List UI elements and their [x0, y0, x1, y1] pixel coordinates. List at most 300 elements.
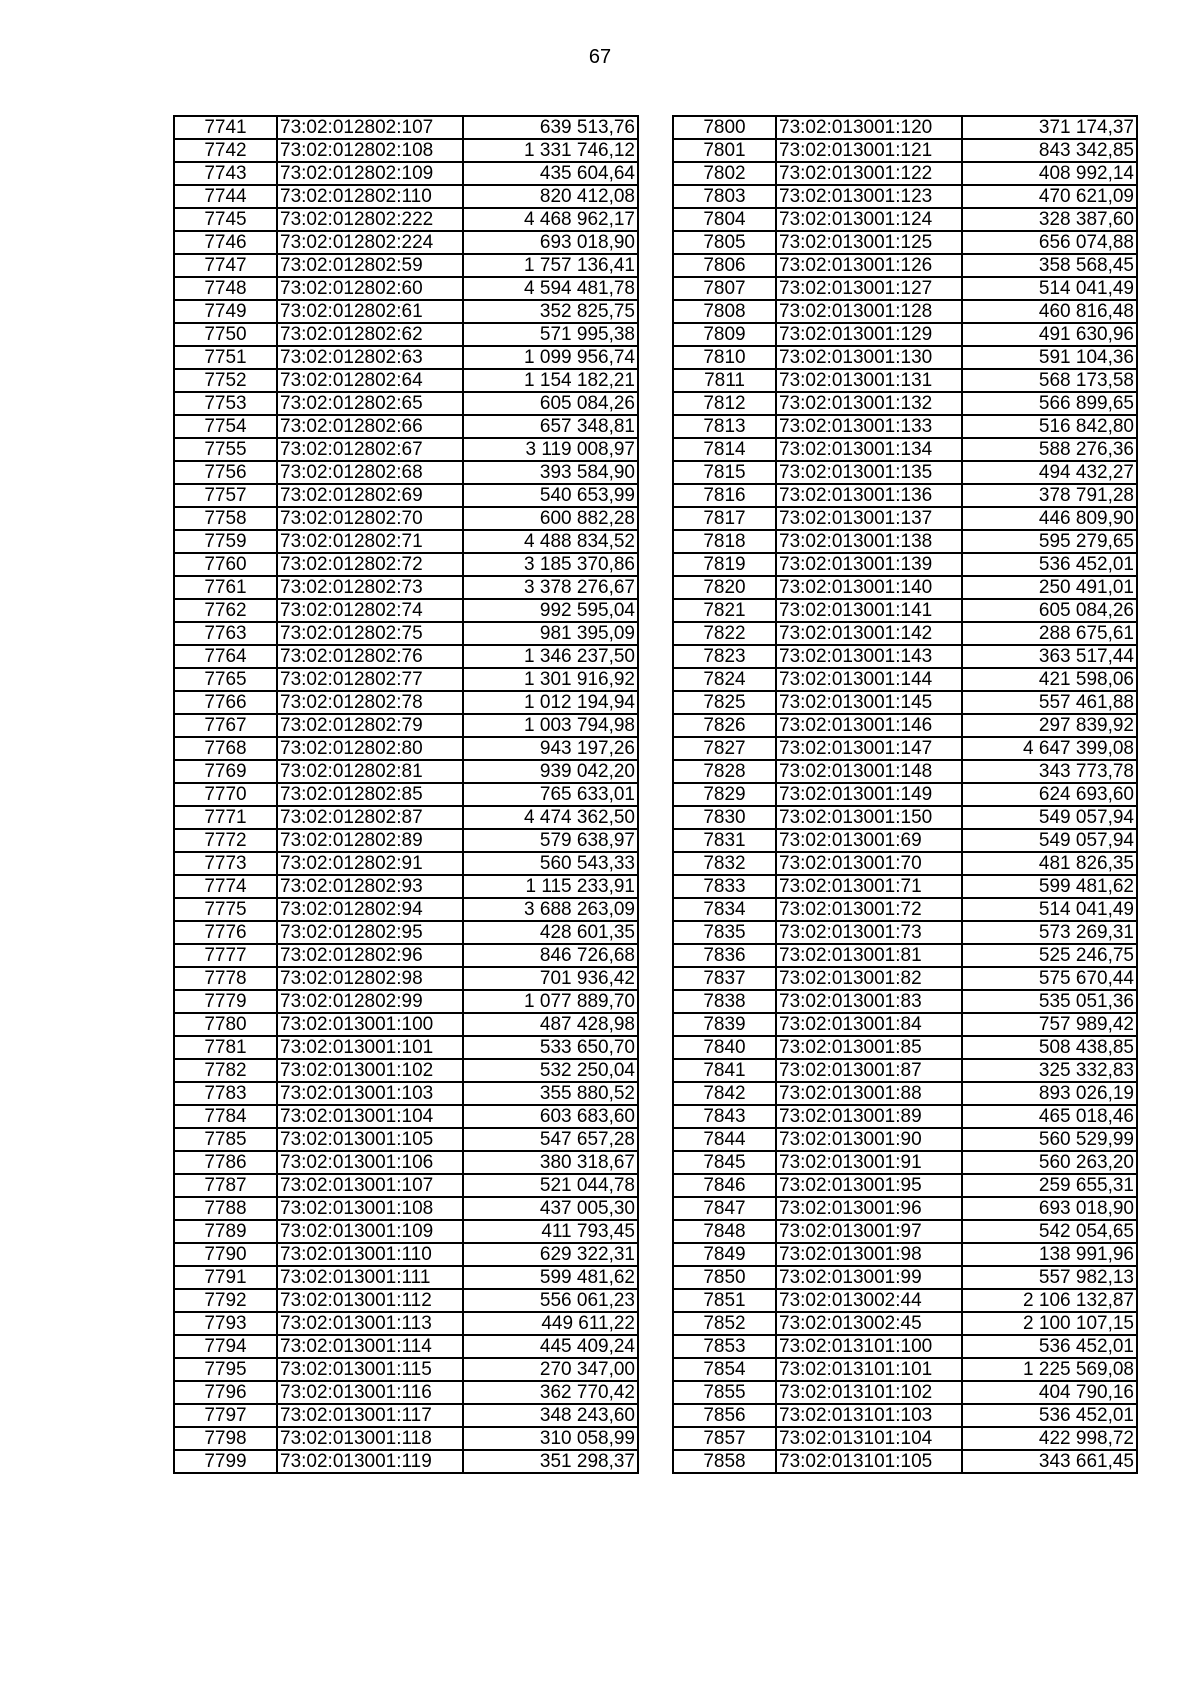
- cadastral-value-cell: 3 119 008,97: [463, 438, 638, 461]
- row-number-cell: 7792: [174, 1289, 277, 1312]
- cadastral-value-cell: 1 003 794,98: [463, 714, 638, 737]
- cadastral-number-cell: 73:02:012802:62: [277, 323, 463, 346]
- table-row: [174, 990, 638, 1013]
- table-row: [673, 438, 1137, 461]
- cadastral-value-cell: 595 279,65: [962, 530, 1137, 553]
- cadastral-value-cell: 355 880,52: [463, 1082, 638, 1105]
- cadastral-value-cell: 393 584,90: [463, 461, 638, 484]
- cadastral-value-cell: 1 099 956,74: [463, 346, 638, 369]
- cadastral-number-cell: 73:02:012802:79: [277, 714, 463, 737]
- table-row: [673, 530, 1137, 553]
- table-row: [174, 668, 638, 691]
- cadastral-number-cell: 73:02:013001:89: [776, 1105, 962, 1128]
- cadastral-value-cell: 491 630,96: [962, 323, 1137, 346]
- table-row: [174, 691, 638, 714]
- cadastral-number-cell: 73:02:012802:67: [277, 438, 463, 461]
- row-number-cell: 7787: [174, 1174, 277, 1197]
- cadastral-number-cell: 73:02:013001:121: [776, 139, 962, 162]
- table-row: [673, 806, 1137, 829]
- cadastral-value-cell: 981 395,09: [463, 622, 638, 645]
- cadastral-number-cell: 73:02:013001:107: [277, 1174, 463, 1197]
- table-row: [174, 300, 638, 323]
- row-number-cell: 7828: [673, 760, 776, 783]
- table-row: [174, 369, 638, 392]
- row-number-cell: 7817: [673, 507, 776, 530]
- row-number-cell: 7815: [673, 461, 776, 484]
- row-number-cell: 7804: [673, 208, 776, 231]
- cadastral-number-cell: 73:02:013001:97: [776, 1220, 962, 1243]
- cadastral-number-cell: 73:02:012802:98: [277, 967, 463, 990]
- table-row: [673, 875, 1137, 898]
- row-number-cell: 7758: [174, 507, 277, 530]
- row-number-cell: 7813: [673, 415, 776, 438]
- table-row: [673, 277, 1137, 300]
- cadastral-value-cell: 588 276,36: [962, 438, 1137, 461]
- row-number-cell: 7847: [673, 1197, 776, 1220]
- cadastral-value-cell: 600 882,28: [463, 507, 638, 530]
- cadastral-value-cell: 422 998,72: [962, 1427, 1137, 1450]
- cadastral-value-cell: 4 594 481,78: [463, 277, 638, 300]
- cadastral-value-cell: 566 899,65: [962, 392, 1137, 415]
- table-row: [673, 1358, 1137, 1381]
- table-row: [174, 714, 638, 737]
- table-row: [174, 553, 638, 576]
- cadastral-number-cell: 73:02:013001:88: [776, 1082, 962, 1105]
- cadastral-value-cell: 352 825,75: [463, 300, 638, 323]
- cadastral-value-cell: 343 773,78: [962, 760, 1137, 783]
- cadastral-value-cell: 487 428,98: [463, 1013, 638, 1036]
- cadastral-number-cell: 73:02:013001:96: [776, 1197, 962, 1220]
- row-number-cell: 7848: [673, 1220, 776, 1243]
- cadastral-value-cell: 378 791,28: [962, 484, 1137, 507]
- right-table-body: [673, 116, 1137, 1473]
- cadastral-number-cell: 73:02:013001:131: [776, 369, 962, 392]
- row-number-cell: 7791: [174, 1266, 277, 1289]
- cadastral-value-cell: 371 174,37: [962, 116, 1137, 139]
- cadastral-value-cell: 328 387,60: [962, 208, 1137, 231]
- row-number-cell: 7794: [174, 1335, 277, 1358]
- cadastral-number-cell: 73:02:013001:146: [776, 714, 962, 737]
- row-number-cell: 7741: [174, 116, 277, 139]
- cadastral-number-cell: 73:02:012802:71: [277, 530, 463, 553]
- row-number-cell: 7802: [673, 162, 776, 185]
- row-number-cell: 7816: [673, 484, 776, 507]
- cadastral-value-cell: 362 770,42: [463, 1381, 638, 1404]
- cadastral-value-cell: 573 269,31: [962, 921, 1137, 944]
- table-row: [174, 1381, 638, 1404]
- cadastral-number-cell: 73:02:013001:100: [277, 1013, 463, 1036]
- row-number-cell: 7743: [174, 162, 277, 185]
- cadastral-number-cell: 73:02:012802:70: [277, 507, 463, 530]
- cadastral-number-cell: 73:02:013001:115: [277, 1358, 463, 1381]
- cadastral-number-cell: 73:02:013001:148: [776, 760, 962, 783]
- cadastral-value-cell: 437 005,30: [463, 1197, 638, 1220]
- cadastral-number-cell: 73:02:013001:108: [277, 1197, 463, 1220]
- table-row: [673, 1312, 1137, 1335]
- row-number-cell: 7778: [174, 967, 277, 990]
- cadastral-value-cell: 939 042,20: [463, 760, 638, 783]
- table-row: [673, 392, 1137, 415]
- cadastral-number-cell: 73:02:013001:145: [776, 691, 962, 714]
- row-number-cell: 7853: [673, 1335, 776, 1358]
- cadastral-value-cell: 560 543,33: [463, 852, 638, 875]
- table-row: [673, 300, 1137, 323]
- table-row: [673, 1404, 1137, 1427]
- table-row: [673, 116, 1137, 139]
- cadastral-value-cell: 259 655,31: [962, 1174, 1137, 1197]
- cadastral-number-cell: 73:02:013001:91: [776, 1151, 962, 1174]
- table-row: [174, 1266, 638, 1289]
- row-number-cell: 7786: [174, 1151, 277, 1174]
- cadastral-number-cell: 73:02:013001:125: [776, 231, 962, 254]
- cadastral-value-cell: 765 633,01: [463, 783, 638, 806]
- cadastral-number-cell: 73:02:013002:44: [776, 1289, 962, 1312]
- cadastral-value-cell: 449 611,22: [463, 1312, 638, 1335]
- cadastral-number-cell: 73:02:013002:45: [776, 1312, 962, 1335]
- cadastral-number-cell: 73:02:013001:117: [277, 1404, 463, 1427]
- row-number-cell: 7761: [174, 576, 277, 599]
- row-number-cell: 7814: [673, 438, 776, 461]
- cadastral-value-cell: 560 529,99: [962, 1128, 1137, 1151]
- row-number-cell: 7845: [673, 1151, 776, 1174]
- cadastral-value-cell: 4 468 962,17: [463, 208, 638, 231]
- row-number-cell: 7833: [673, 875, 776, 898]
- cadastral-value-cell: 408 992,14: [962, 162, 1137, 185]
- table-row: [174, 1082, 638, 1105]
- cadastral-number-cell: 73:02:012802:68: [277, 461, 463, 484]
- row-number-cell: 7752: [174, 369, 277, 392]
- table-row: [174, 461, 638, 484]
- row-number-cell: 7852: [673, 1312, 776, 1335]
- cadastral-value-cell: 460 816,48: [962, 300, 1137, 323]
- table-row: [673, 254, 1137, 277]
- table-row: [673, 576, 1137, 599]
- table-row: [673, 1059, 1137, 1082]
- cadastral-number-cell: 73:02:012802:107: [277, 116, 463, 139]
- row-number-cell: 7781: [174, 1036, 277, 1059]
- table-row: [174, 438, 638, 461]
- table-row: [673, 1266, 1137, 1289]
- cadastral-value-cell: 549 057,94: [962, 829, 1137, 852]
- cadastral-value-cell: 943 197,26: [463, 737, 638, 760]
- cadastral-number-cell: 73:02:013001:99: [776, 1266, 962, 1289]
- cadastral-value-cell: 536 452,01: [962, 553, 1137, 576]
- table-row: [673, 1013, 1137, 1036]
- cadastral-value-cell: 1 301 916,92: [463, 668, 638, 691]
- row-number-cell: 7799: [174, 1450, 277, 1473]
- cadastral-number-cell: 73:02:012802:110: [277, 185, 463, 208]
- cadastral-value-cell: 579 638,97: [463, 829, 638, 852]
- table-row: [174, 1197, 638, 1220]
- cadastral-number-cell: 73:02:012802:89: [277, 829, 463, 852]
- cadastral-value-cell: 535 051,36: [962, 990, 1137, 1013]
- cadastral-value-cell: 3 378 276,67: [463, 576, 638, 599]
- table-row: [673, 346, 1137, 369]
- row-number-cell: 7767: [174, 714, 277, 737]
- cadastral-value-cell: 404 790,16: [962, 1381, 1137, 1404]
- cadastral-value-cell: 1 154 182,21: [463, 369, 638, 392]
- cadastral-number-cell: 73:02:013001:137: [776, 507, 962, 530]
- cadastral-value-cell: 446 809,90: [962, 507, 1137, 530]
- row-number-cell: 7822: [673, 622, 776, 645]
- cadastral-number-cell: 73:02:013001:118: [277, 1427, 463, 1450]
- row-number-cell: 7820: [673, 576, 776, 599]
- cadastral-value-cell: 310 058,99: [463, 1427, 638, 1450]
- cadastral-number-cell: 73:02:013001:130: [776, 346, 962, 369]
- row-number-cell: 7844: [673, 1128, 776, 1151]
- cadastral-value-cell: 599 481,62: [962, 875, 1137, 898]
- table-row: [673, 1335, 1137, 1358]
- table-row: [174, 1128, 638, 1151]
- cadastral-number-cell: 73:02:012802:64: [277, 369, 463, 392]
- row-number-cell: 7831: [673, 829, 776, 852]
- cadastral-number-cell: 73:02:013001:136: [776, 484, 962, 507]
- row-number-cell: 7765: [174, 668, 277, 691]
- row-number-cell: 7747: [174, 254, 277, 277]
- cadastral-number-cell: 73:02:013001:103: [277, 1082, 463, 1105]
- row-number-cell: 7830: [673, 806, 776, 829]
- table-row: [174, 1404, 638, 1427]
- cadastral-number-cell: 73:02:012802:108: [277, 139, 463, 162]
- table-row: [673, 1036, 1137, 1059]
- table-row: [673, 760, 1137, 783]
- cadastral-value-cell: 846 726,68: [463, 944, 638, 967]
- cadastral-value-cell: 540 653,99: [463, 484, 638, 507]
- table-row: [673, 1220, 1137, 1243]
- table-row: [673, 898, 1137, 921]
- cadastral-number-cell: 73:02:013001:116: [277, 1381, 463, 1404]
- table-row: [174, 806, 638, 829]
- cadastral-number-cell: 73:02:013001:109: [277, 1220, 463, 1243]
- cadastral-number-cell: 73:02:013001:102: [277, 1059, 463, 1082]
- row-number-cell: 7818: [673, 530, 776, 553]
- cadastral-number-cell: 73:02:013001:87: [776, 1059, 962, 1082]
- cadastral-value-cell: 571 995,38: [463, 323, 638, 346]
- row-number-cell: 7801: [673, 139, 776, 162]
- cadastral-number-cell: 73:02:012802:77: [277, 668, 463, 691]
- cadastral-number-cell: 73:02:012802:61: [277, 300, 463, 323]
- row-number-cell: 7742: [174, 139, 277, 162]
- table-row: [174, 576, 638, 599]
- table-row: [174, 944, 638, 967]
- table-row: [673, 1427, 1137, 1450]
- table-row: [174, 1289, 638, 1312]
- cadastral-number-cell: 73:02:013001:133: [776, 415, 962, 438]
- cadastral-number-cell: 73:02:012802:65: [277, 392, 463, 415]
- row-number-cell: 7841: [673, 1059, 776, 1082]
- row-number-cell: 7800: [673, 116, 776, 139]
- row-number-cell: 7850: [673, 1266, 776, 1289]
- cadastral-number-cell: 73:02:013001:143: [776, 645, 962, 668]
- table-row: [174, 1105, 638, 1128]
- table-row: [174, 1059, 638, 1082]
- row-number-cell: 7795: [174, 1358, 277, 1381]
- cadastral-number-cell: 73:02:013001:101: [277, 1036, 463, 1059]
- row-number-cell: 7775: [174, 898, 277, 921]
- cadastral-number-cell: 73:02:013001:126: [776, 254, 962, 277]
- table-row: [174, 346, 638, 369]
- cadastral-number-cell: 73:02:013001:111: [277, 1266, 463, 1289]
- row-number-cell: 7748: [174, 277, 277, 300]
- table-row: [174, 1450, 638, 1473]
- row-number-cell: 7788: [174, 1197, 277, 1220]
- row-number-cell: 7749: [174, 300, 277, 323]
- table-row: [174, 875, 638, 898]
- cadastral-number-cell: 73:02:012802:80: [277, 737, 463, 760]
- cadastral-number-cell: 73:02:012802:75: [277, 622, 463, 645]
- cadastral-value-cell: 657 348,81: [463, 415, 638, 438]
- cadastral-number-cell: 73:02:013001:134: [776, 438, 962, 461]
- table-row: [174, 967, 638, 990]
- table-row: [174, 392, 638, 415]
- cadastral-number-cell: 73:02:012802:76: [277, 645, 463, 668]
- table-row: [174, 829, 638, 852]
- cadastral-number-cell: 73:02:013001:147: [776, 737, 962, 760]
- table-row: [174, 484, 638, 507]
- row-number-cell: 7754: [174, 415, 277, 438]
- row-number-cell: 7823: [673, 645, 776, 668]
- row-number-cell: 7803: [673, 185, 776, 208]
- cadastral-number-cell: 73:02:013001:104: [277, 1105, 463, 1128]
- table-row: [673, 944, 1137, 967]
- table-row: [174, 852, 638, 875]
- cadastral-number-cell: 73:02:013101:105: [776, 1450, 962, 1473]
- row-number-cell: 7819: [673, 553, 776, 576]
- table-row: [174, 162, 638, 185]
- cadastral-number-cell: 73:02:013001:123: [776, 185, 962, 208]
- cadastral-value-cell: 3 688 263,09: [463, 898, 638, 921]
- cadastral-value-cell: 288 675,61: [962, 622, 1137, 645]
- row-number-cell: 7744: [174, 185, 277, 208]
- table-row: [174, 185, 638, 208]
- row-number-cell: 7790: [174, 1243, 277, 1266]
- row-number-cell: 7858: [673, 1450, 776, 1473]
- cadastral-number-cell: 73:02:013001:82: [776, 967, 962, 990]
- table-row: [174, 1036, 638, 1059]
- table-row: [174, 737, 638, 760]
- cadastral-number-cell: 73:02:013001:132: [776, 392, 962, 415]
- table-row: [673, 852, 1137, 875]
- cadastral-number-cell: 73:02:013001:124: [776, 208, 962, 231]
- cadastral-value-cell: 358 568,45: [962, 254, 1137, 277]
- cadastral-value-cell: 843 342,85: [962, 139, 1137, 162]
- cadastral-value-cell: 603 683,60: [463, 1105, 638, 1128]
- cadastral-value-cell: 380 318,67: [463, 1151, 638, 1174]
- cadastral-number-cell: 73:02:012802:60: [277, 277, 463, 300]
- cadastral-value-cell: 1 225 569,08: [962, 1358, 1137, 1381]
- row-number-cell: 7771: [174, 806, 277, 829]
- cadastral-number-cell: 73:02:012802:91: [277, 852, 463, 875]
- row-number-cell: 7805: [673, 231, 776, 254]
- table-row: [174, 116, 638, 139]
- cadastral-number-cell: 73:02:012802:66: [277, 415, 463, 438]
- row-number-cell: 7762: [174, 599, 277, 622]
- table-row: [174, 645, 638, 668]
- row-number-cell: 7846: [673, 1174, 776, 1197]
- cadastral-number-cell: 73:02:013001:72: [776, 898, 962, 921]
- cadastral-number-cell: 73:02:012802:224: [277, 231, 463, 254]
- row-number-cell: 7793: [174, 1312, 277, 1335]
- row-number-cell: 7809: [673, 323, 776, 346]
- cadastral-value-cell: 536 452,01: [962, 1404, 1137, 1427]
- cadastral-value-cell: 494 432,27: [962, 461, 1137, 484]
- row-number-cell: 7855: [673, 1381, 776, 1404]
- row-number-cell: 7745: [174, 208, 277, 231]
- cadastral-value-cell: 4 488 834,52: [463, 530, 638, 553]
- cadastral-value-cell: 560 263,20: [962, 1151, 1137, 1174]
- cadastral-value-cell: 1 012 194,94: [463, 691, 638, 714]
- cadastral-number-cell: 73:02:013001:138: [776, 530, 962, 553]
- cadastral-number-cell: 73:02:013001:98: [776, 1243, 962, 1266]
- row-number-cell: 7766: [174, 691, 277, 714]
- cadastral-value-cell: 1 077 889,70: [463, 990, 638, 1013]
- row-number-cell: 7774: [174, 875, 277, 898]
- cadastral-number-cell: 73:02:012802:74: [277, 599, 463, 622]
- row-number-cell: 7789: [174, 1220, 277, 1243]
- table-row: [673, 484, 1137, 507]
- cadastral-number-cell: 73:02:013001:139: [776, 553, 962, 576]
- table-row: [673, 967, 1137, 990]
- row-number-cell: 7798: [174, 1427, 277, 1450]
- cadastral-value-cell: 2 100 107,15: [962, 1312, 1137, 1335]
- row-number-cell: 7773: [174, 852, 277, 875]
- cadastral-number-cell: 73:02:012802:85: [277, 783, 463, 806]
- cadastral-value-cell: 138 991,96: [962, 1243, 1137, 1266]
- cadastral-value-cell: 656 074,88: [962, 231, 1137, 254]
- row-number-cell: 7750: [174, 323, 277, 346]
- cadastral-number-cell: 73:02:012802:59: [277, 254, 463, 277]
- row-number-cell: 7835: [673, 921, 776, 944]
- cadastral-number-cell: 73:02:013001:113: [277, 1312, 463, 1335]
- table-row: [174, 783, 638, 806]
- cadastral-value-cell: 325 332,83: [962, 1059, 1137, 1082]
- cadastral-number-cell: 73:02:013001:106: [277, 1151, 463, 1174]
- table-row: [673, 415, 1137, 438]
- table-row: [673, 691, 1137, 714]
- row-number-cell: 7839: [673, 1013, 776, 1036]
- row-number-cell: 7770: [174, 783, 277, 806]
- table-row: [673, 553, 1137, 576]
- table-row: [174, 231, 638, 254]
- cadastral-value-cell: 508 438,85: [962, 1036, 1137, 1059]
- table-row: [174, 254, 638, 277]
- table-row: [673, 921, 1137, 944]
- table-row: [673, 1197, 1137, 1220]
- cadastral-value-cell: 363 517,44: [962, 645, 1137, 668]
- cadastral-number-cell: 73:02:013001:90: [776, 1128, 962, 1151]
- cadastral-number-cell: 73:02:012802:94: [277, 898, 463, 921]
- cadastral-number-cell: 73:02:013001:70: [776, 852, 962, 875]
- table-row: [174, 921, 638, 944]
- cadastral-number-cell: 73:02:012802:87: [277, 806, 463, 829]
- table-row: [673, 622, 1137, 645]
- cadastral-value-cell: 639 513,76: [463, 116, 638, 139]
- table-row: [174, 530, 638, 553]
- cadastral-number-cell: 73:02:013001:119: [277, 1450, 463, 1473]
- row-number-cell: 7796: [174, 1381, 277, 1404]
- table-row: [673, 208, 1137, 231]
- cadastral-number-cell: 73:02:013001:149: [776, 783, 962, 806]
- row-number-cell: 7849: [673, 1243, 776, 1266]
- cadastral-value-cell: 1 331 746,12: [463, 139, 638, 162]
- row-number-cell: 7777: [174, 944, 277, 967]
- cadastral-number-cell: 73:02:013001:144: [776, 668, 962, 691]
- row-number-cell: 7776: [174, 921, 277, 944]
- left-table: [173, 115, 639, 1474]
- cadastral-value-cell: 3 185 370,86: [463, 553, 638, 576]
- table-row: [673, 1174, 1137, 1197]
- table-row: [174, 1220, 638, 1243]
